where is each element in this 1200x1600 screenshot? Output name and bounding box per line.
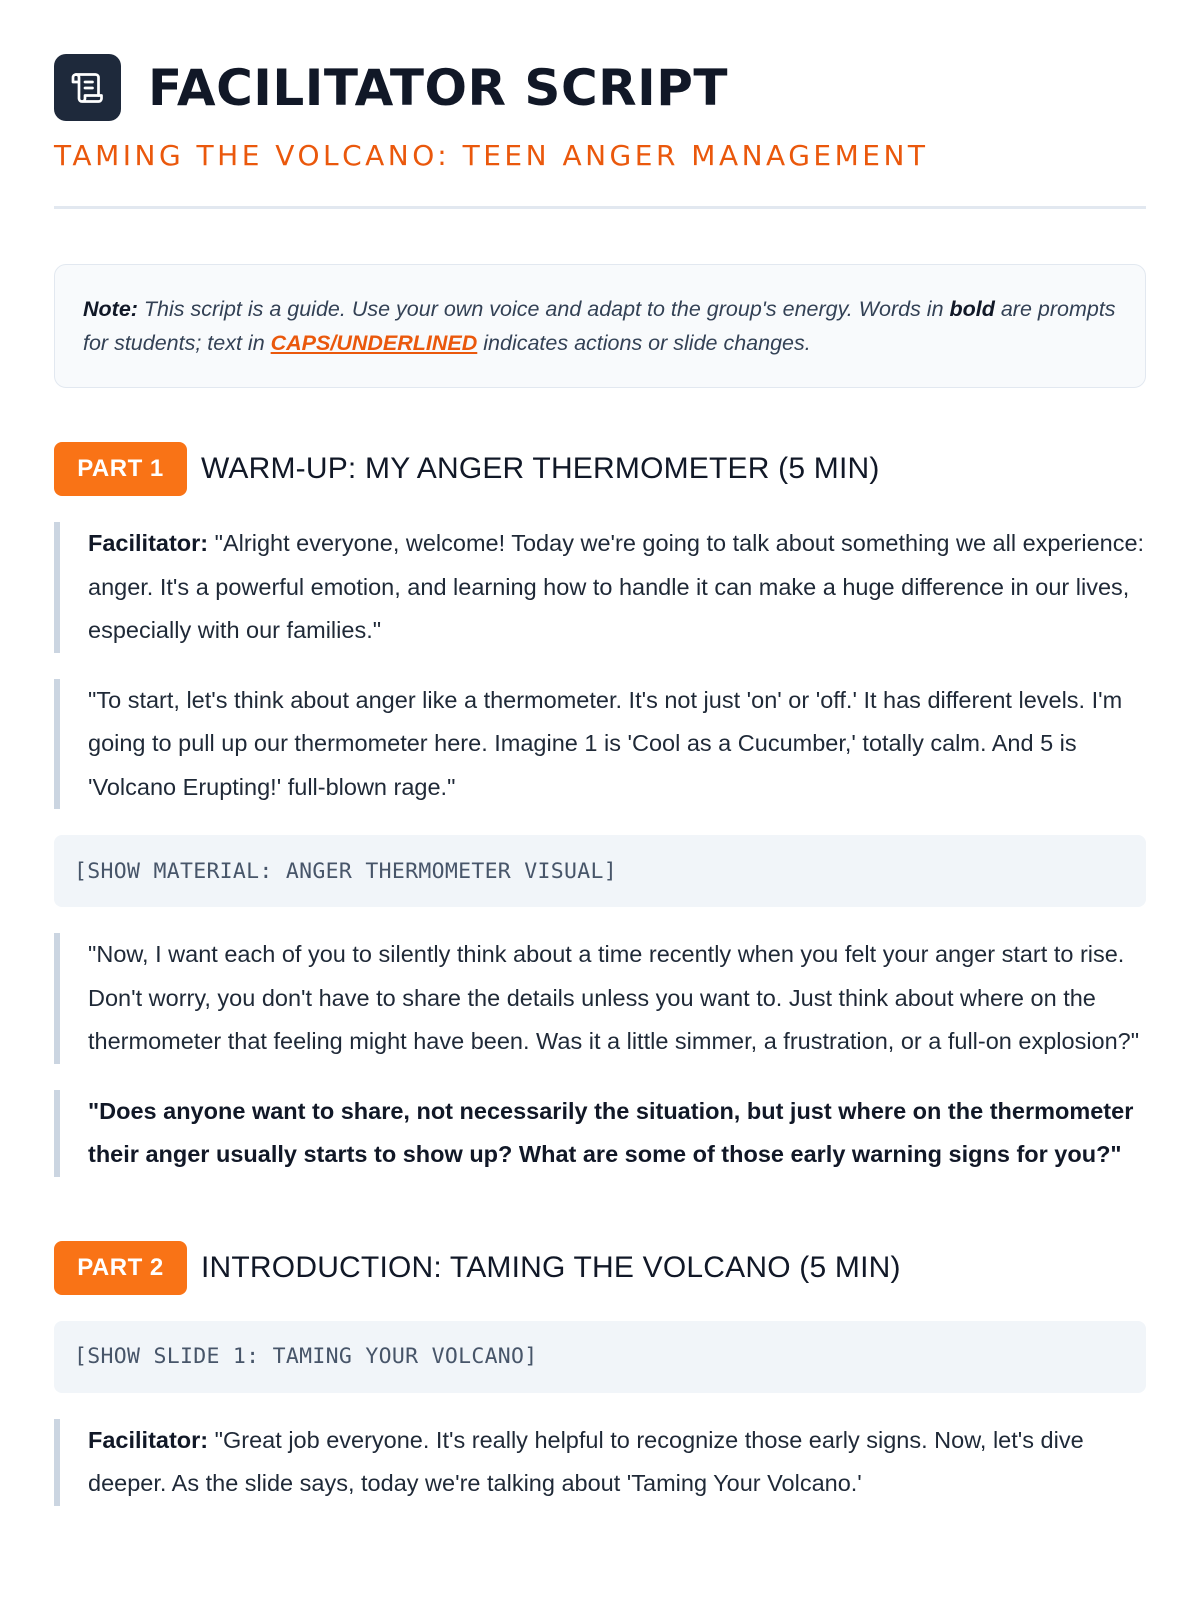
student-prompt	[54, 1090, 1146, 1177]
part-1-header	[54, 442, 1146, 496]
header	[54, 54, 1146, 121]
page-subtitle: TAMING THE VOLCANO: TEEN ANGER MANAGEMENT	[54, 139, 929, 172]
note-text-2: are prompts for students; text in	[83, 297, 1116, 355]
script-text: "To start, let's think about anger like a thermometer. It's not just 'on' or 'off.' It has different levels. I'm going to pull up our thermometer here. Imagine 1 is 'Cool as a Cucumber,' totally calm. And 5 is 'Volcano Erupting!' full-blown rage."	[88, 686, 1123, 800]
header-divider	[54, 206, 1146, 209]
note-bold-word: bold	[949, 297, 995, 321]
script-block	[54, 522, 1146, 653]
prompt-text: "Does anyone want to share, not necessarily the situation, but just where on the thermometer their anger usually starts to show up? What are some of those early warning signs for you?"	[88, 1097, 1134, 1167]
script-text: "Alright everyone, welcome! Today we're going to talk about something we all experience: anger. It's a powerful emotion, and learning how to handle it can make a huge difference in our lives, especially with our families."	[88, 530, 1145, 643]
note-label: Note:	[83, 297, 138, 321]
script-text: "Great job everyone. It's really helpful to recognize those early signs. Now, let's dive deeper. As the slide says, today we're talking about 'Taming Your Volcano.'	[88, 1426, 1084, 1496]
scroll-icon	[54, 54, 121, 121]
note-text-3: indicates actions or slide changes.	[477, 331, 811, 355]
script-block	[54, 1419, 1146, 1506]
material-cue: [SHOW MATERIAL: ANGER THERMOMETER VISUAL]	[54, 835, 1146, 907]
speaker-label: Facilitator:	[88, 530, 209, 556]
speaker-label: Facilitator:	[88, 1426, 209, 1453]
part-1-badge: PART 1	[54, 442, 187, 496]
slide-cue: [SHOW SLIDE 1: TAMING YOUR VOLCANO]	[54, 1321, 1146, 1393]
page-title: FACILITATOR SCRIPT	[148, 58, 728, 117]
note-box	[54, 264, 1146, 388]
script-block	[54, 679, 1146, 810]
part-2-badge: PART 2	[54, 1241, 187, 1295]
note-text-1: This script is a guide. Use your own voice and adapt to the group's energy. Words in	[137, 297, 950, 321]
script-text: "Now, I want each of you to silently think about a time recently when you felt your anger start to rise. Don't worry, you don't have to share the details unless you want to. Just think about where on the thermometer that feeling might have been. Was it a little simmer, a frustration, or a full-on explosion?"	[88, 941, 1140, 1054]
script-block	[54, 933, 1146, 1064]
note-caps-word: CAPS/UNDERLINED	[270, 331, 478, 355]
part-2-header	[54, 1241, 1146, 1295]
part-2-title: INTRODUCTION: TAMING THE VOLCANO (5 MIN)	[201, 1250, 901, 1284]
part-1-title: WARM-UP: MY ANGER THERMOMETER (5 MIN)	[201, 452, 880, 485]
